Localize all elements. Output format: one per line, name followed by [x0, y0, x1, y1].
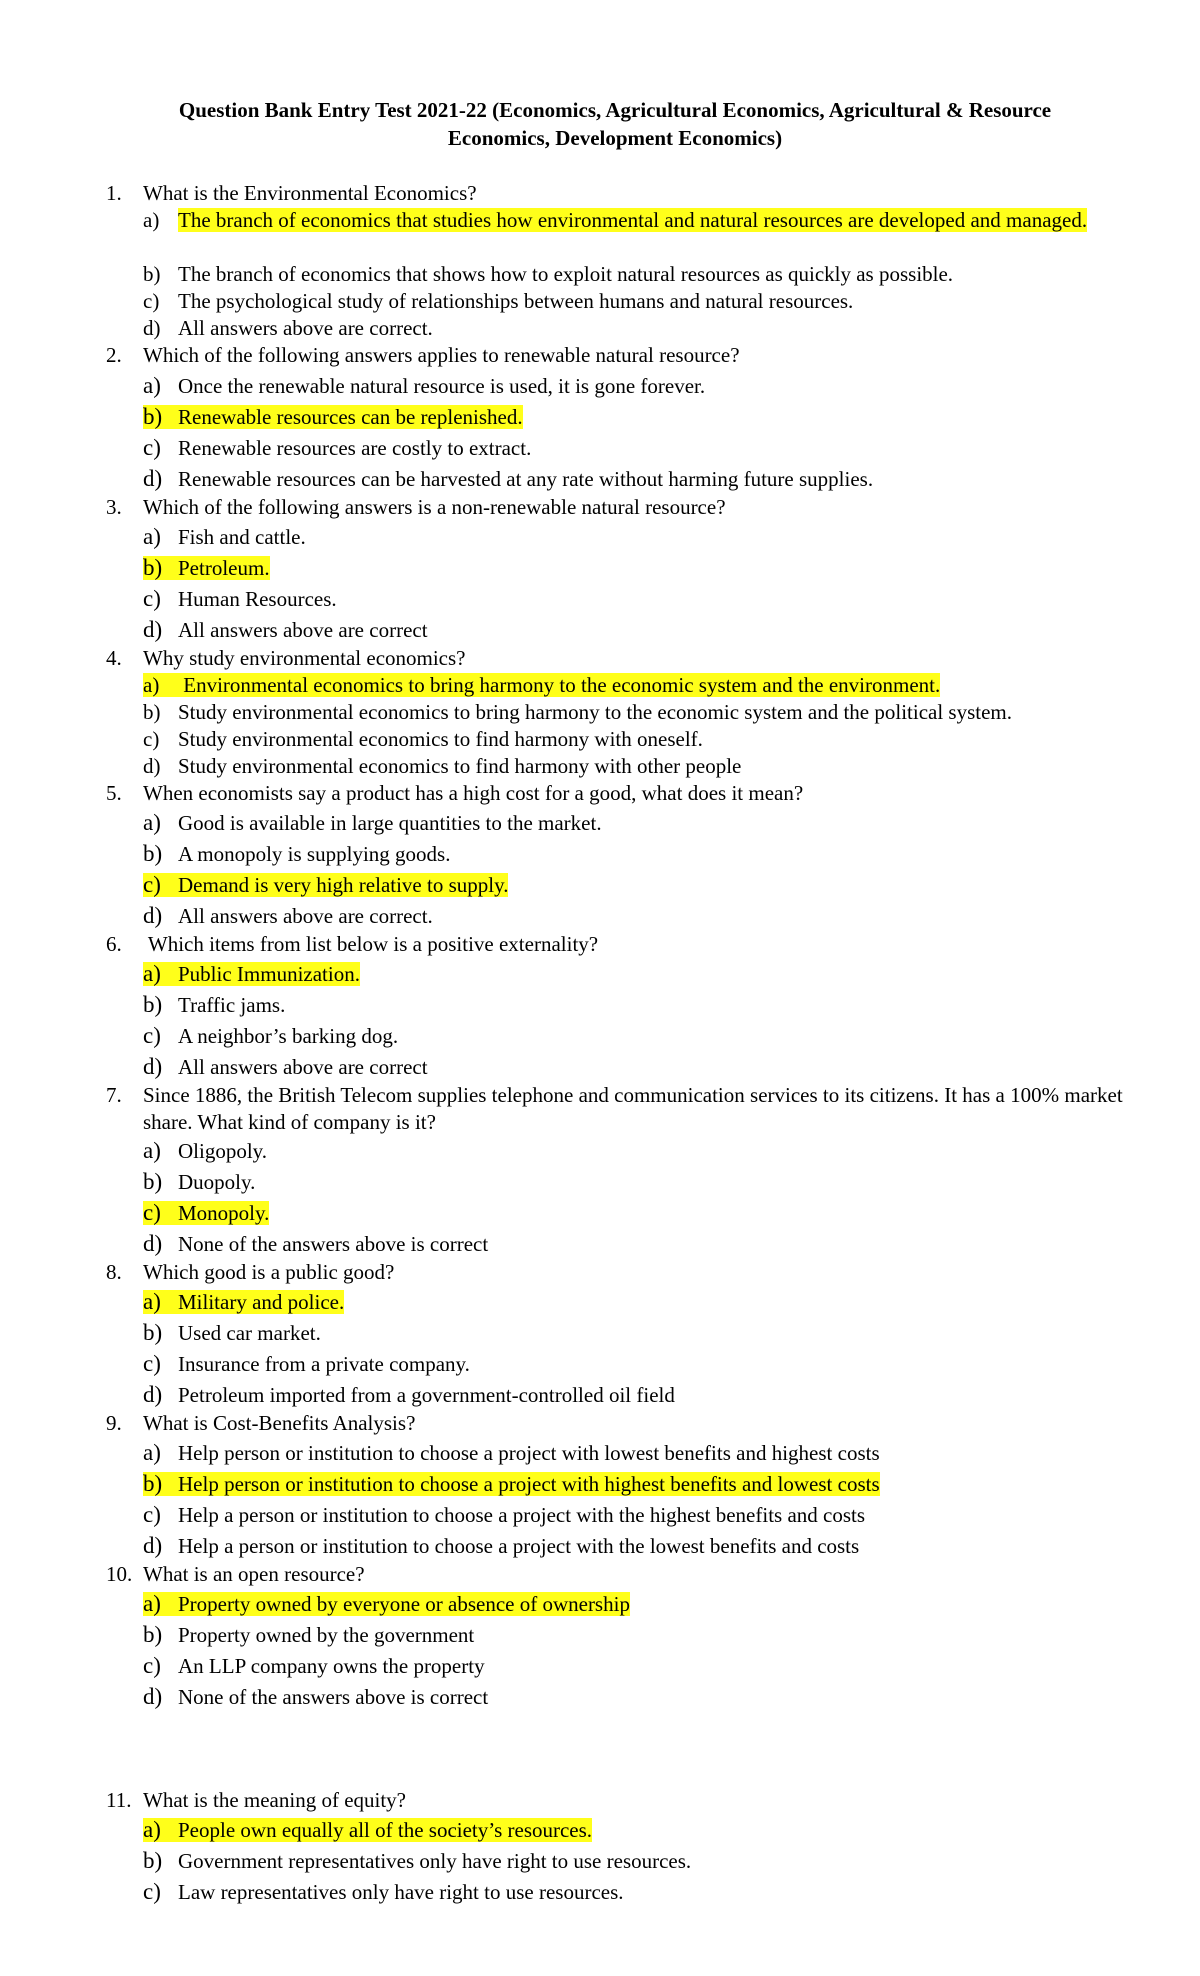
- option-1d: d) All answers above are correct.: [143, 316, 433, 340]
- option-2b: b) Renewable resources can be replenished.: [143, 404, 523, 429]
- highlighted-answer: Military and police.: [178, 1290, 345, 1314]
- option-1c: c) The psychological study of relationships between humans and natural resources.: [143, 289, 854, 313]
- option-7d: d) None of the answers above is correct: [143, 1231, 489, 1256]
- option-9b: b) Help person or institution to choose a project with highest benefits and lowest costs: [143, 1471, 880, 1496]
- option-7c: c) Monopoly.: [143, 1200, 270, 1225]
- option-4a: a) Environmental economics to bring harmony to the economic system and the environment.: [143, 673, 941, 697]
- highlighted-answer: Monopoly.: [178, 1201, 270, 1225]
- question-4: 4. Why study environmental economics?: [106, 646, 466, 670]
- option-6b: b) Traffic jams.: [143, 992, 286, 1017]
- option-8b: b) Used car market.: [143, 1320, 321, 1345]
- option-5c: c) Demand is very high relative to supply.: [143, 872, 509, 897]
- option-3c: c) Human Resources.: [143, 586, 337, 611]
- option-10b: b) Property owned by the government: [143, 1622, 475, 1647]
- option-10c: c) An LLP company owns the property: [143, 1653, 485, 1678]
- option-2a: a) Once the renewable natural resource is used, it is gone forever.: [143, 373, 706, 398]
- question-2: 2. Which of the following answers applies to renewable natural resource?: [106, 343, 740, 367]
- option-11b: b) Government representatives only have right to use resources.: [143, 1848, 692, 1873]
- option-4b: b) Study environmental economics to bring harmony to the economic system and the political system.: [143, 700, 1013, 724]
- question-10: 10. What is an open resource?: [106, 1562, 365, 1586]
- option-5a: a) Good is available in large quantities to the market.: [143, 810, 602, 835]
- question-1: 1. What is the Environmental Economics?: [106, 181, 477, 205]
- option-6a: a) Public Immunization.: [143, 961, 360, 986]
- highlighted-answer: Petroleum.: [178, 556, 270, 580]
- highlighted-answer: Demand is very high relative to supply.: [178, 873, 509, 897]
- option-11a: a) People own equally all of the society’s resources.: [143, 1817, 593, 1842]
- option-8a: a) Military and police.: [143, 1289, 345, 1314]
- option-9a: a) Help person or institution to choose a project with lowest benefits and highest costs: [143, 1440, 880, 1465]
- option-3d: d) All answers above are correct: [143, 617, 428, 642]
- option-2d: d) Renewable resources can be harvested at any rate without harming future supplies.: [143, 466, 874, 491]
- option-2c: c) Renewable resources are costly to extract.: [143, 435, 532, 460]
- question-3: 3. Which of the following answers is a non-renewable natural resource?: [106, 495, 726, 519]
- highlighted-answer: Renewable resources can be replenished.: [178, 405, 523, 429]
- option-4d: d) Study environmental economics to find harmony with other people: [143, 754, 742, 778]
- highlighted-answer: Public Immunization.: [178, 962, 360, 986]
- highlighted-answer: People own equally all of the society’s resources.: [178, 1818, 593, 1842]
- option-4c: c) Study environmental economics to find harmony with oneself.: [143, 727, 703, 751]
- option-5b: b) A monopoly is supplying goods.: [143, 841, 451, 866]
- option-9d: d) Help a person or institution to choose a project with the lowest benefits and costs: [143, 1533, 860, 1558]
- question-7: 7. Since 1886, the British Telecom supplies telephone and communication services to its citizens. It has a 100% market share. What kind of company is it?: [106, 1083, 1123, 1134]
- title-line-1: Question Bank Entry Test 2021-22 (Economics, Agricultural Economics, Agricultural & Resource: [178, 98, 1052, 122]
- option-11c: c) Law representatives only have right to use resources.: [143, 1879, 624, 1904]
- option-10d: d) None of the answers above is correct: [143, 1684, 489, 1709]
- option-7a: a) Oligopoly.: [143, 1138, 268, 1163]
- option-1a: a) The branch of economics that studies how environmental and natural resources are developed and managed.: [143, 208, 1088, 232]
- question-9: 9. What is Cost-Benefits Analysis?: [106, 1411, 416, 1435]
- highlighted-answer: Environmental economics to bring harmony to the economic system and the environment.: [183, 673, 941, 697]
- question-5: 5. When economists say a product has a high cost for a good, what does it mean?: [106, 781, 804, 805]
- option-8d: d) Petroleum imported from a government-controlled oil field: [143, 1382, 675, 1407]
- highlighted-answer: Property owned by everyone or absence of ownership: [178, 1592, 630, 1616]
- question-6: 6. Which items from list below is a positive externality?: [106, 932, 599, 956]
- option-8c: c) Insurance from a private company.: [143, 1351, 470, 1376]
- option-1b: b) The branch of economics that shows how to exploit natural resources as quickly as possible.: [143, 262, 954, 286]
- option-9c: c) Help a person or institution to choose a project with the highest benefits and costs: [143, 1502, 866, 1527]
- question-8: 8. Which good is a public good?: [106, 1260, 395, 1284]
- option-3a: a) Fish and cattle.: [143, 524, 306, 549]
- option-6d: d) All answers above are correct: [143, 1054, 428, 1079]
- option-6c: c) A neighbor’s barking dog.: [143, 1023, 399, 1048]
- highlighted-answer: Help person or institution to choose a project with highest benefits and lowest costs: [178, 1472, 880, 1496]
- option-10a: a) Property owned by everyone or absence of ownership: [143, 1591, 630, 1616]
- question-11: 11. What is the meaning of equity?: [106, 1788, 407, 1812]
- option-3b: b) Petroleum.: [143, 555, 270, 580]
- page-title: [100, 96, 1130, 152]
- option-7b: b) Duopoly.: [143, 1169, 256, 1194]
- title-line-2: Economics, Development Economics): [447, 126, 783, 150]
- highlighted-answer: The branch of economics that studies how environmental and natural resources are developed and managed.: [178, 208, 1088, 232]
- option-5d: d) All answers above are correct.: [143, 903, 433, 928]
